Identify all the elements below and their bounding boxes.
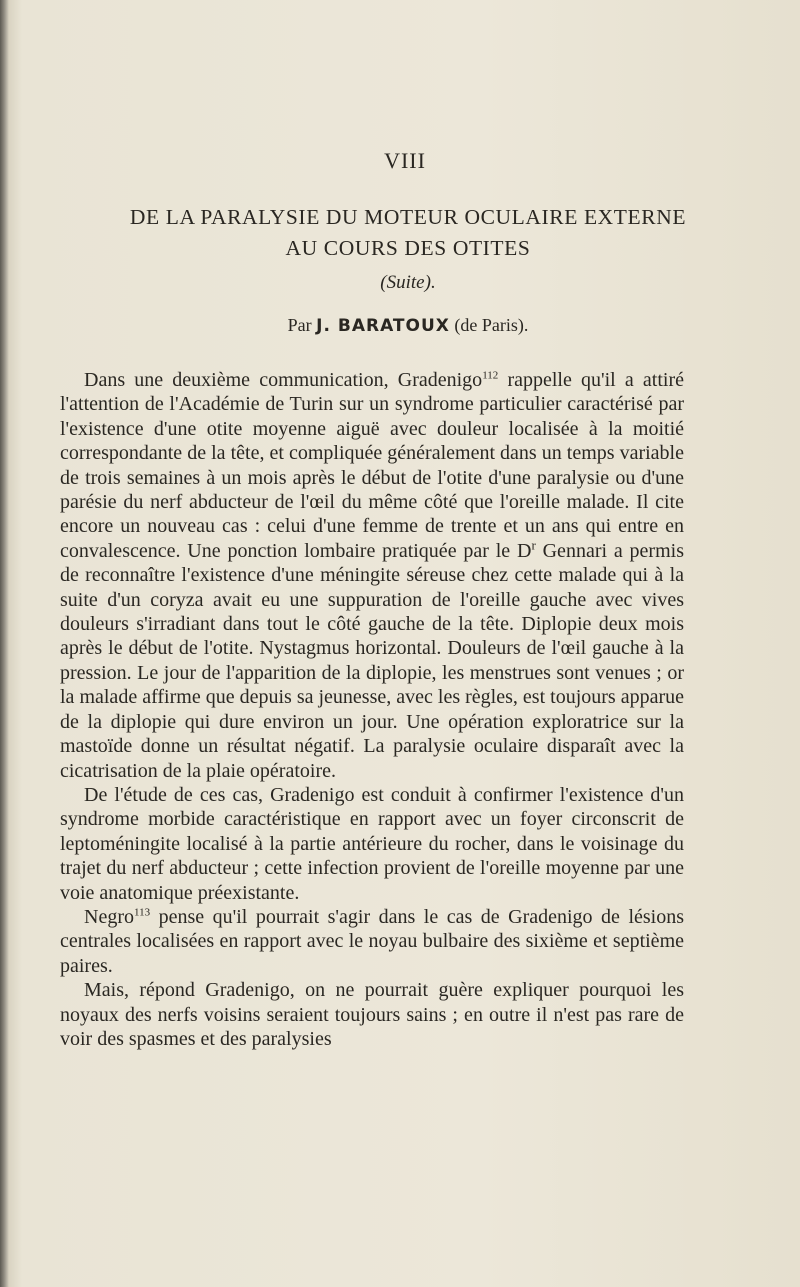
paragraph-2: [60, 783, 684, 905]
paragraph-1: [60, 368, 684, 783]
paragraph-text: Dans une deuxième communication, Gradenigo: [84, 369, 483, 391]
footnote-reference: 112: [482, 369, 499, 382]
byline: [0, 315, 800, 336]
continuation-note: (Suite).: [380, 272, 436, 293]
author-name: J. BARATOUX: [316, 316, 450, 336]
article-title-line-2: AU COURS DES OTITES: [285, 236, 531, 260]
paragraph-text: Gennari a permis de reconnaître l'existence d'une méningite séreuse chez cette malade qui à la suite d'un coryza avait eu une suppuration de l'oreille gauche avec vives douleurs s'irradiant dans tout le côté gauche de la tête. Diplopie deux mois après le début de l'otite. Nystagmus horizontal. Douleurs de l'œil gauche à la pression. Le jour de l'apparition de la diplopie, les menstrues sont venues ; or la malade affirme que depuis sa jeunesse, avec les règles, est toujours apparue de la diplopie qui dure environ un jour. Une opération exploratrice sur la mastoïde donne un résultat négatif. La paralysie oculaire disparaît avec la cicatrisation de la plaie opératoire.: [60, 539, 684, 782]
paragraph-text: rappelle qu'il a attiré l'attention de l'Académie de Turin sur un syndrome particulier caractérisé par l'existence d'une otite moyenne aiguë avec douleur localisée à la moitié correspondante de la tête, et compliquée généralement dans un temps variable de trois semaines à un mois après le début de l'otite d'une paralysie ou d'une parésie du nerf abducteur de l'œil du même côté que l'oreille malade. Il cite encore un nouveau cas : celui d'une femme de trente et un ans qui entre en convalescence. Une ponction lombaire pratiquée par le D: [60, 369, 684, 562]
footnote-reference: 113: [133, 906, 151, 919]
paragraph-3: [60, 905, 684, 978]
paragraph-4: [60, 978, 684, 1051]
body-text: [60, 368, 684, 1051]
paragraph-text: pense qu'il pourrait s'agir dans le cas de Gradenigo de lésions centrales localisées en rapport avec le noyau bulbaire des sixième et septième paires.: [60, 905, 684, 977]
paragraph-text: De l'étude de ces cas, Gradenigo est conduit à confirmer l'existence d'un syndrome morbide caractéristique en rapport avec un foyer circonscrit de leptoméningite localisé à la partie antérieure du rocher, dans le voisinage du trajet du nerf abducteur ; cette infection provient de l'oreille moyenne par une voie anatomique préexistante.: [60, 783, 684, 904]
paragraph-text: Mais, répond Gradenigo, on ne pourrait guère expliquer pourquoi les noyaux des nerfs voisins seraient toujours sains ; en outre il n'est pas rare de voir des spasmes et des paralysies: [60, 979, 684, 1050]
chapter-number: VIII: [384, 148, 426, 173]
paragraph-text: Negro: [84, 905, 134, 928]
article-title-line-1: DE LA PARALYSIE DU MOTEUR OCULAIRE EXTERNE: [129, 205, 687, 229]
abbreviation-superscript: r: [531, 537, 536, 553]
byline-prefix: Par: [287, 315, 312, 335]
byline-affiliation: (de Paris).: [454, 315, 529, 335]
